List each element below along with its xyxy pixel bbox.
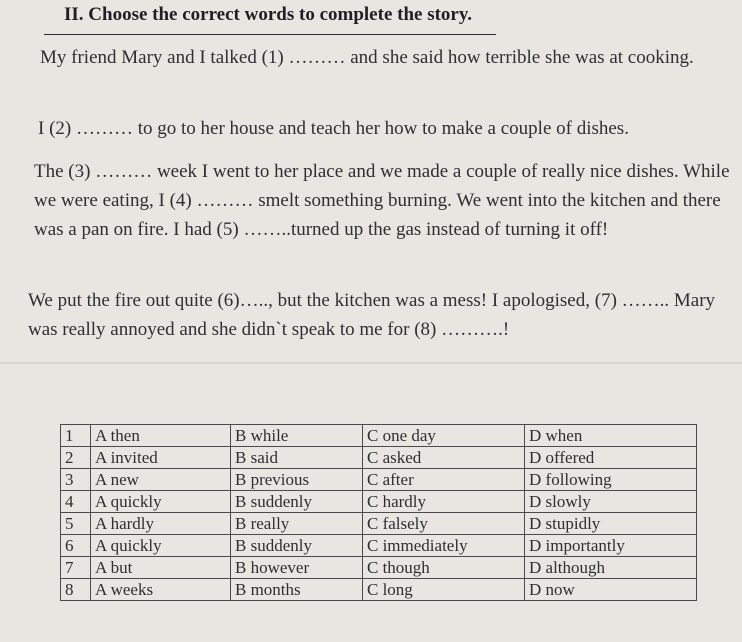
option-c: C asked bbox=[363, 447, 525, 469]
option-a: A but bbox=[91, 557, 231, 579]
question-number: 5 bbox=[61, 513, 91, 535]
options-row bbox=[61, 447, 697, 469]
question-number: 3 bbox=[61, 469, 91, 491]
question-number: 1 bbox=[61, 425, 91, 447]
option-a: A invited bbox=[91, 447, 231, 469]
options-row bbox=[61, 469, 697, 491]
question-number: 8 bbox=[61, 579, 91, 601]
option-c: C one day bbox=[363, 425, 525, 447]
question-number: 4 bbox=[61, 491, 91, 513]
option-c: C long bbox=[363, 579, 525, 601]
option-b: B however bbox=[231, 557, 363, 579]
heading-underline bbox=[44, 34, 496, 35]
option-d: D importantly bbox=[525, 535, 697, 557]
option-c: C immediately bbox=[363, 535, 525, 557]
option-a: A hardly bbox=[91, 513, 231, 535]
story-paragraph-4: We put the fire out quite (6)….., but the kitchen was a mess! I apologised, (7) …….. Mary was really annoyed and she didn`t speak to me for (8) ……….! bbox=[28, 290, 716, 340]
option-d: D when bbox=[525, 425, 697, 447]
story-paragraph-3: The (3) ……… week I went to her place and we made a couple of really nice dishes. While we were eating, I (4) ……… smelt something burning. We went into the kitchen and there was a pan on fire. I had (5) ……..turned up the gas instead of turning it off! bbox=[34, 161, 730, 240]
option-a: A then bbox=[91, 425, 231, 447]
options-row bbox=[61, 513, 697, 535]
options-row bbox=[61, 535, 697, 557]
option-b: B suddenly bbox=[231, 535, 363, 557]
story-paragraph-1: My friend Mary and I talked (1) ……… and she said how terrible she was at cooking. bbox=[40, 47, 694, 68]
option-d: D although bbox=[525, 557, 697, 579]
option-b: B months bbox=[231, 579, 363, 601]
option-d: D offered bbox=[525, 447, 697, 469]
option-d: D slowly bbox=[525, 491, 697, 513]
option-d: D stupidly bbox=[525, 513, 697, 535]
question-number: 6 bbox=[61, 535, 91, 557]
option-d: D following bbox=[525, 469, 697, 491]
option-a: A weeks bbox=[91, 579, 231, 601]
page-fold bbox=[0, 362, 742, 364]
option-b: B really bbox=[231, 513, 363, 535]
options-row bbox=[61, 579, 697, 601]
option-b: B suddenly bbox=[231, 491, 363, 513]
question-number: 7 bbox=[61, 557, 91, 579]
answer-options-table bbox=[60, 424, 697, 601]
option-a: A new bbox=[91, 469, 231, 491]
options-row bbox=[61, 491, 697, 513]
option-b: B while bbox=[231, 425, 363, 447]
option-c: C falsely bbox=[363, 513, 525, 535]
option-b: B said bbox=[231, 447, 363, 469]
options-row bbox=[61, 425, 697, 447]
option-a: A quickly bbox=[91, 535, 231, 557]
story-paragraph-2: I (2) ……… to go to her house and teach her how to make a couple of dishes. bbox=[38, 118, 629, 139]
option-d: D now bbox=[525, 579, 697, 601]
question-number: 2 bbox=[61, 447, 91, 469]
option-c: C though bbox=[363, 557, 525, 579]
option-c: C hardly bbox=[363, 491, 525, 513]
option-a: A quickly bbox=[91, 491, 231, 513]
option-c: C after bbox=[363, 469, 525, 491]
options-row bbox=[61, 557, 697, 579]
exercise-heading: II. Choose the correct words to complete the story. bbox=[64, 4, 473, 25]
option-b: B previous bbox=[231, 469, 363, 491]
